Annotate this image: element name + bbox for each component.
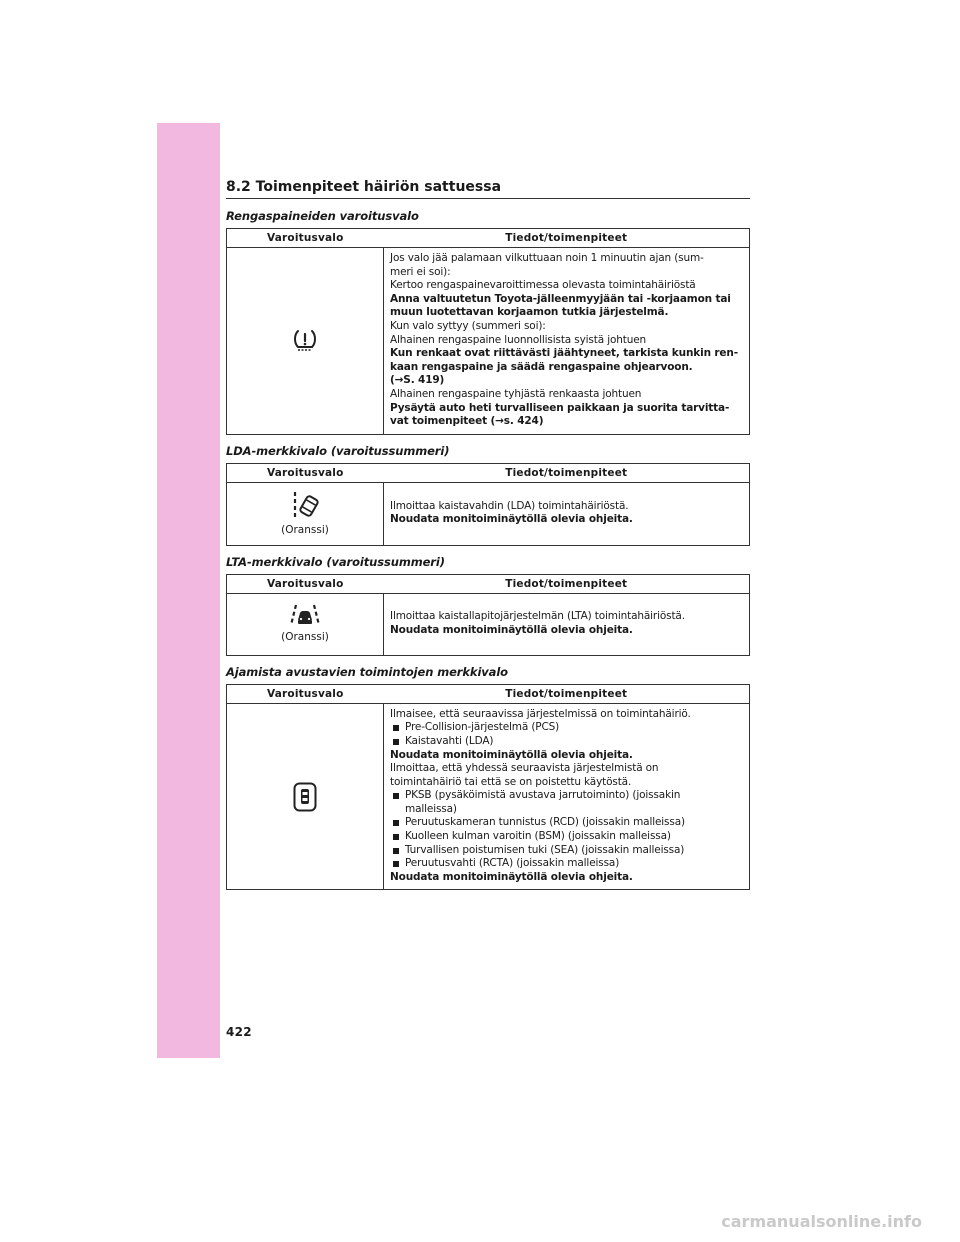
watermark: carmanualsonline.info xyxy=(721,1212,922,1231)
instruction-text-part: ) xyxy=(538,415,544,428)
table-title-tire-pressure: Rengaspaineiden varoitusvalo xyxy=(226,209,419,223)
info-text: Kertoo rengaspainevaroittimessa olevasta toimintahäiriöstä xyxy=(390,279,696,292)
lda-table xyxy=(226,463,750,546)
warning-light-cell xyxy=(227,248,384,435)
list-item: Peruutuskameran tunnistus (RCD) (joissakin malleissa) xyxy=(390,816,743,830)
icon-color-caption: (Oranssi) xyxy=(281,631,329,644)
table-row xyxy=(227,703,750,890)
lane-departure-alert-icon xyxy=(291,490,319,520)
warning-light-cell xyxy=(227,593,384,655)
icon-color-caption: (Oranssi) xyxy=(281,523,329,536)
info-text: Ilmoittaa kaistavahdin (LDA) toimintahäiriöstä. xyxy=(390,499,629,512)
table-title-lta: LTA-merkkivalo (varoitussummeri) xyxy=(226,554,445,569)
table-row xyxy=(227,248,750,435)
instruction-text: muun luotettavan korjaamon tutkia järjestelmä. xyxy=(390,306,669,319)
instruction-text-part: vat toimenpiteet ( xyxy=(390,415,496,428)
tire-pressure-warning-icon xyxy=(292,329,318,353)
tire-pressure-table xyxy=(226,228,750,435)
info-text: toimintahäiriö tai että se on poistettu käytöstä. xyxy=(390,775,632,788)
column-header-warning-light: Varoitusvalo xyxy=(227,463,384,482)
column-header-info: Tiedot/toimenpiteet xyxy=(384,229,750,248)
page-side-tab xyxy=(157,123,220,1058)
list-item: Pre-Collision-järjestelmä (PCS) xyxy=(390,721,743,735)
table-row xyxy=(227,482,750,545)
instruction-text: Pysäytä auto heti turvalliseen paikkaan ja suorita tarvitta- xyxy=(390,401,730,414)
list-item: Kaistavahti (LDA) xyxy=(390,735,743,749)
info-cell xyxy=(384,482,750,545)
driving-assist-table xyxy=(226,684,750,891)
info-text: Ilmoittaa kaistallapitojärjestelmän (LTA) toimintahäiriöstä. xyxy=(390,610,685,623)
list-item-continuation: malleissa) xyxy=(405,802,457,815)
lta-table xyxy=(226,574,750,656)
page-reference: (→S. 419) xyxy=(390,374,445,387)
warning-light-cell xyxy=(227,703,384,890)
info-cell xyxy=(384,248,750,435)
column-header-info: Tiedot/toimenpiteet xyxy=(384,463,750,482)
info-text: Ilmoittaa, että yhdessä seuraavista järjestelmistä on xyxy=(390,762,659,775)
table-row xyxy=(227,593,750,655)
info-text: Ilmaisee, että seuraavissa järjestelmissä on toimintahäiriö. xyxy=(390,707,691,720)
info-cell xyxy=(384,593,750,655)
section-title: 8.2 Toimenpiteet häiriön sattuessa xyxy=(226,179,502,195)
instruction-text: Noudata monitoiminäytöllä olevia ohjeita. xyxy=(390,513,633,526)
column-header-warning-light: Varoitusvalo xyxy=(227,574,384,593)
page-number: 422 xyxy=(226,1025,252,1039)
column-header-info: Tiedot/toimenpiteet xyxy=(384,574,750,593)
instruction-text: Kun renkaat ovat riittävästi jäähtyneet, tarkista kunkin ren- xyxy=(390,347,738,360)
info-text: Alhainen rengaspaine tyhjästä renkaasta johtuen xyxy=(390,387,642,400)
page-reference-link[interactable]: →s. 424 xyxy=(495,415,539,428)
column-header-warning-light: Varoitusvalo xyxy=(227,229,384,248)
section-header xyxy=(226,179,750,199)
instruction-text: Noudata monitoiminäytöllä olevia ohjeita. xyxy=(390,623,633,636)
info-cell xyxy=(384,703,750,890)
table-title-driving-assist: Ajamista avustavien toimintojen merkkivalo xyxy=(226,664,508,679)
instruction-text xyxy=(390,415,743,429)
list-item: Turvallisen poistumisen tuki (SEA) (joissakin malleissa) xyxy=(390,844,743,858)
page-content xyxy=(226,209,750,899)
list-item: Kuolleen kulman varoitin (BSM) (joissakin malleissa) xyxy=(390,830,743,844)
instruction-text: Anna valtuutetun Toyota-jälleenmyyjään tai -korjaamon tai xyxy=(390,292,731,305)
info-text: Kun valo syttyy (summeri soi): xyxy=(390,319,546,332)
list-item: Peruutusvahti (RCTA) (joissakin malleissa) xyxy=(390,857,743,871)
warning-light-cell xyxy=(227,482,384,545)
instruction-text: Noudata monitoiminäytöllä olevia ohjeita. xyxy=(390,870,633,883)
list-item: PKSB (pysäköimistä avustava jarrutoiminto) (joissakin xyxy=(390,789,743,803)
column-header-info: Tiedot/toimenpiteet xyxy=(384,684,750,703)
driving-assist-icon xyxy=(293,782,317,812)
info-text: meri ei soi): xyxy=(390,265,451,278)
info-text: Alhainen rengaspaine luonnollisista syistä johtuen xyxy=(390,333,647,346)
instruction-text: Noudata monitoiminäytöllä olevia ohjeita. xyxy=(390,748,633,761)
column-header-warning-light: Varoitusvalo xyxy=(227,684,384,703)
table-title-lda: LDA-merkkivalo (varoitussummeri) xyxy=(226,443,450,458)
instruction-text: kaan rengaspaine ja säädä rengaspaine ohjearvoon. xyxy=(390,360,693,373)
info-text: Jos valo jää palamaan vilkuttuaan noin 1 minuutin ajan (sum- xyxy=(390,252,704,264)
lane-tracing-assist-icon xyxy=(289,603,321,627)
